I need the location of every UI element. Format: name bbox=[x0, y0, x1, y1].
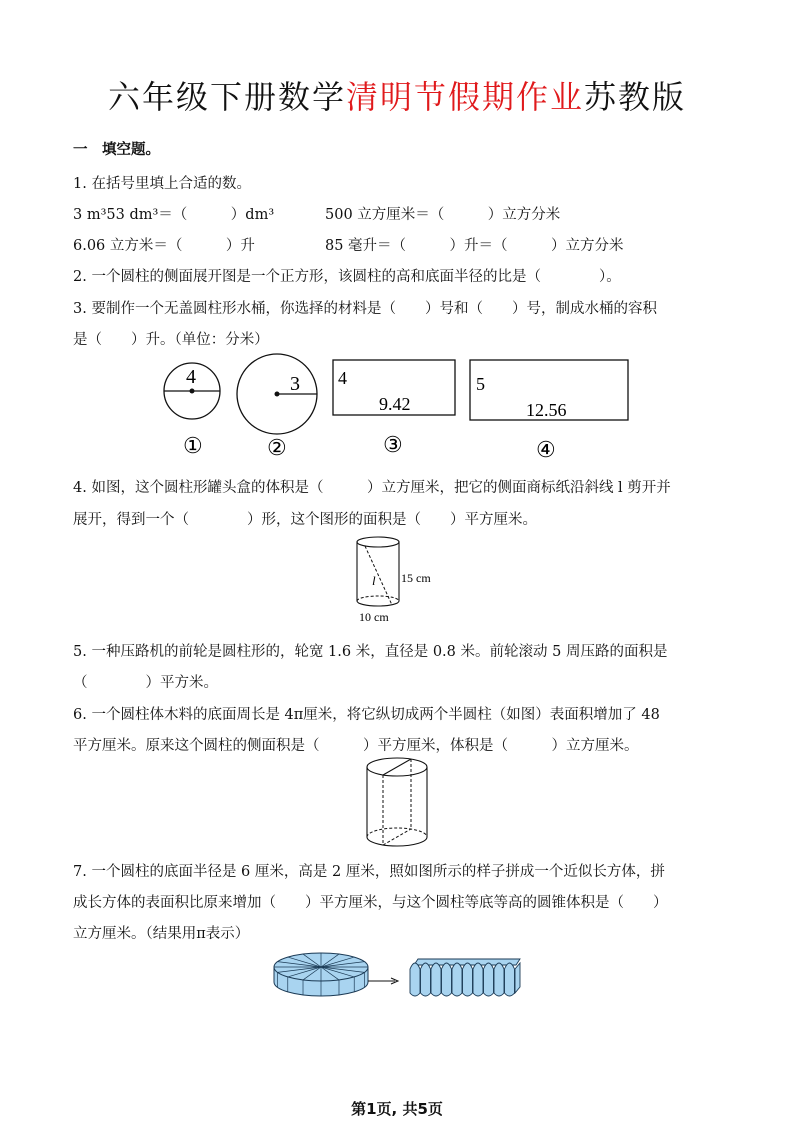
cuboid-slice bbox=[484, 963, 494, 996]
q5-line1: 5. 一种压路机的前轮是圆柱形的，轮宽 1.6 米，直径是 0.8 米。前轮滚动 5 周压路的面积是 bbox=[73, 644, 668, 660]
cuboid-slice bbox=[410, 963, 420, 996]
figure-number-4: ④ bbox=[536, 437, 556, 462]
rect-3-side: 4 bbox=[338, 368, 347, 388]
cuboid-slice bbox=[442, 963, 452, 996]
q4-line1: 4. 如图，这个圆柱形罐头盒的体积是（ ）立方厘米，把它的侧面商标纸沿斜线 l 剪开并 bbox=[73, 480, 671, 496]
q1-row1-b: 500 立方厘米＝（ ）立方分米 bbox=[325, 207, 561, 223]
q7-line3: 立方厘米。（结果用π表示） bbox=[73, 926, 250, 942]
q6-line2: 平方厘米。原来这个圆柱的侧面积是（ ）平方厘米，体积是（ ）立方厘米。 bbox=[73, 738, 639, 754]
circle-1-label: 4 bbox=[186, 366, 196, 388]
circle-2-label: 3 bbox=[290, 373, 300, 395]
figure-number-1: ① bbox=[183, 433, 203, 458]
q7-cylinder-to-cuboid-figure bbox=[268, 945, 528, 1005]
q4-line2: 展开，得到一个（ ）形，这个图形的面积是（ ）平方厘米。 bbox=[73, 512, 537, 528]
q7-line1: 7. 一个圆柱的底面半径是 6 厘米，高是 2 厘米，照如图所示的样子拼成一个近似长方体，拼 bbox=[73, 864, 665, 880]
q3-line1: 3. 要制作一个无盖圆柱形水桶，你选择的材料是（ ）号和（ ）号，制成水桶的容积 bbox=[73, 301, 657, 317]
rect-4-side: 5 bbox=[476, 374, 485, 394]
q5-line2: （ ）平方米。 bbox=[73, 675, 218, 691]
page-title: 六年级下册数学清明节假期作业苏教版 bbox=[107, 78, 687, 116]
cuboid-slice bbox=[421, 963, 431, 996]
page-footer: 第1页, 共5页 bbox=[351, 1100, 443, 1118]
cuboid-slice bbox=[452, 963, 462, 996]
slant-line-label: l bbox=[372, 573, 376, 588]
height-label: 15 cm bbox=[401, 571, 431, 585]
cuboid-slice bbox=[494, 963, 504, 996]
q1-row2-b: 85 毫升＝（ ）升＝（ ）立方分米 bbox=[325, 238, 624, 254]
figure-number-3: ③ bbox=[383, 432, 403, 457]
q6-line1: 6. 一个圆柱体木料的底面周长是 4π厘米，将它纵切成两个半圆柱（如图）表面积增加了 48 bbox=[73, 707, 660, 723]
figure-number-2: ② bbox=[267, 435, 287, 460]
cuboid-slice bbox=[431, 963, 441, 996]
cuboid-slice bbox=[505, 963, 515, 996]
cuboid-slice bbox=[473, 963, 483, 996]
diameter-label: 10 cm bbox=[359, 610, 389, 624]
q1-stem: 1. 在括号里填上合适的数。 bbox=[73, 176, 251, 192]
q3-figure bbox=[150, 350, 650, 465]
q3-line2: 是（ ）升。（单位：分米） bbox=[73, 332, 269, 348]
q4-cylinder-figure bbox=[345, 530, 455, 625]
q2-text: 2. 一个圆柱的侧面展开图是一个正方形，该圆柱的高和底面半径的比是（ ）。 bbox=[73, 269, 621, 285]
q7-line2: 成长方体的表面积比原来增加（ ）平方厘米，与这个圆柱等底等高的圆锥体积是（ ） bbox=[73, 895, 668, 911]
q1-row2-a: 6.06 立方米＝（ ）升 bbox=[73, 238, 255, 254]
cuboid-end bbox=[515, 963, 520, 993]
section-heading: 一 填空题。 bbox=[73, 142, 160, 158]
q6-split-cylinder-figure bbox=[355, 752, 445, 852]
cuboid-slice bbox=[463, 963, 473, 996]
rect-4-bottom: 12.56 bbox=[526, 400, 567, 420]
q1-row1-a: 3 m³53 dm³＝（ ）dm³ bbox=[73, 207, 275, 223]
rect-3-bottom: 9.42 bbox=[379, 394, 411, 414]
